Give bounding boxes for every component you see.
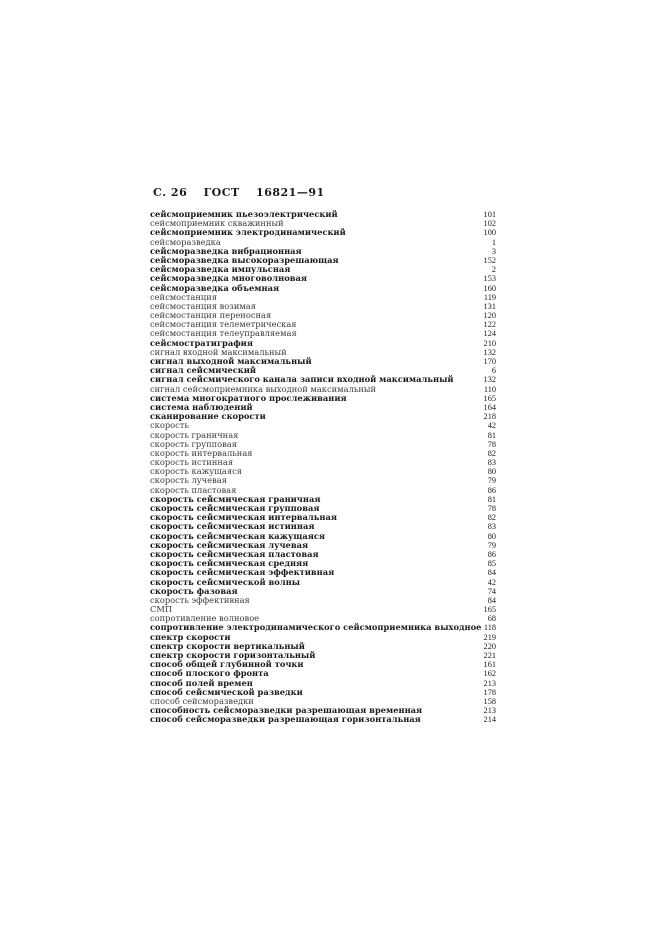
index-term: спектр скорости вертикальный	[150, 640, 305, 651]
standard-number: 16821—91	[256, 186, 325, 199]
index-term: сигнал входной максимальный	[150, 346, 287, 357]
index-term-number: 42	[487, 421, 496, 431]
index-term-number: 165	[483, 393, 496, 403]
index-term-number: 124	[483, 329, 496, 339]
index-term-number: 110	[483, 384, 496, 394]
index-term: сейсмостанция возимая	[150, 300, 256, 311]
index-term-number: 213	[483, 678, 496, 688]
index-term-number: 162	[483, 669, 496, 679]
page-header	[153, 186, 337, 199]
index-term-number: 131	[483, 301, 496, 311]
index-term-number: 132	[483, 347, 496, 357]
index-term: скорость интервальная	[150, 447, 253, 458]
index-term: сопротивление волновое	[150, 613, 260, 624]
index-term: способ сейсморазведки	[150, 695, 254, 706]
index-term: способ сейсморазведки разрешающая горизонтальная	[150, 714, 421, 725]
index-term: сейсмоприемник скважинный	[150, 218, 284, 229]
index-term: скорость сейсмическая эффективная	[150, 567, 335, 578]
index-term: скорость сейсмическая пластовая	[150, 548, 319, 559]
index-term: сейсморазведка высокоразрешающая	[150, 254, 339, 265]
index-term-number: 85	[487, 559, 496, 569]
index-term-number: 100	[483, 228, 496, 238]
index-term: способ плоского фронта	[150, 668, 269, 679]
index-term-number: 86	[487, 549, 496, 559]
index-term-number: 78	[487, 504, 496, 513]
index-term: сейсмостанция	[150, 291, 217, 302]
index-term-number: 82	[487, 513, 496, 523]
index-term-number: 82	[487, 448, 496, 458]
index-term: скорость сейсмическая кажущаяся	[150, 530, 326, 541]
index-term-number: 165	[483, 605, 496, 615]
index-term: сейсморазведка	[150, 236, 221, 247]
index-term-number: 160	[483, 283, 496, 293]
index-term: сейсмостанция переносная	[150, 310, 272, 321]
index-term: способ полей времен	[150, 677, 253, 688]
index-term: сейсморазведка многоволновая	[150, 273, 308, 284]
index-term-number: 164	[483, 402, 496, 412]
index-term-number: 81	[487, 430, 496, 440]
index-term: сейсмостратиграфия	[150, 337, 253, 348]
index-term-number: 219	[483, 632, 496, 642]
index-term-number: 152	[483, 255, 496, 265]
index-term: способность сейсморазведки разрешающая временная	[150, 705, 423, 716]
index-term: скорость сейсмическая истинная	[150, 521, 315, 532]
index-term: сигнал сейсмический	[150, 365, 257, 376]
index-term-number: 2	[491, 265, 496, 275]
index-term: сейсморазведка импульсная	[150, 264, 291, 275]
index-term: скорость истинная	[150, 457, 234, 468]
index-term-number: 153	[483, 274, 496, 284]
index-term: система многократного прослеживания	[150, 392, 347, 403]
index-term-number: 68	[487, 614, 496, 624]
index-term: сейсмоприемник электродинамический	[150, 227, 346, 238]
index-term-number: 119	[483, 292, 496, 302]
index-term: сейсморазведка объемная	[150, 282, 280, 293]
index-term: способ сейсмической разведки	[150, 686, 303, 697]
index-term-number: 78	[487, 439, 496, 449]
index-term: сопротивление электродинамического сейсмоприемника выходное	[150, 622, 482, 633]
index-term-number: 6	[491, 366, 496, 376]
index-term: скорость кажущаяся	[150, 466, 242, 477]
index-term-number: 118	[483, 623, 496, 633]
index-term-number: 81	[487, 494, 496, 504]
index-term: сканирование скорости	[150, 411, 266, 422]
index-term: скорость сейсмическая лучевая	[150, 539, 309, 550]
index-term-number: 213	[483, 706, 496, 716]
index-term-number: 84	[487, 595, 496, 605]
index-term-number: 83	[487, 522, 496, 532]
index-term-number: 210	[483, 338, 496, 348]
index-term: скорость эффективная	[150, 594, 250, 605]
index-term-number: 178	[483, 687, 496, 697]
index-term-number: 218	[483, 412, 496, 422]
index-term-number: 83	[487, 458, 496, 468]
index-term: сигнал сейсмоприемника выходной максимальный	[150, 383, 377, 394]
index-term: скорость граничная	[150, 429, 239, 440]
index-term: система наблюдений	[150, 401, 253, 412]
index-term: спектр скорости	[150, 631, 231, 642]
index-term: сейсмостанция телеметрическая	[150, 319, 297, 330]
index-term: скорость сейсмическая граничная	[150, 493, 321, 504]
index-term: СМП	[150, 604, 173, 615]
index-term-number: 1	[491, 237, 496, 247]
index-term-number: 84	[487, 568, 496, 578]
index-term-number: 170	[483, 357, 496, 366]
index-term-number: 79	[487, 476, 496, 486]
index-term-number: 80	[487, 531, 496, 541]
index-term-number: 102	[483, 219, 496, 229]
index-term-number: 79	[487, 540, 496, 550]
index-term-number: 214	[483, 715, 496, 725]
index-term: скорость	[150, 420, 189, 431]
index-term-number: 120	[483, 311, 496, 321]
index-term: сигнал выходной максимальный	[150, 356, 312, 366]
index-term-number: 42	[487, 577, 496, 587]
index-term-number: 122	[483, 320, 496, 330]
index-term-number: 221	[483, 651, 496, 660]
index-entry	[150, 715, 500, 724]
page-number: С. 26	[153, 186, 188, 199]
index-term-number: 86	[487, 485, 496, 495]
index-term: скорость лучевая	[150, 475, 227, 486]
index-term: сигнал сейсмического канала записи входной максимальный	[150, 374, 454, 385]
index-term: скорость фазовая	[150, 585, 238, 596]
term-index-list	[150, 210, 500, 725]
index-term: сейсмостанция телеуправляемая	[150, 328, 297, 339]
index-term: сейсморазведка вибрационная	[150, 245, 302, 256]
index-entry	[150, 596, 500, 605]
index-term: скорость сейсмическая групповая	[150, 503, 320, 513]
index-term: скорость сейсмической волны	[150, 576, 301, 587]
index-term-number: 158	[483, 696, 496, 706]
index-term: спектр скорости горизонтальный	[150, 650, 316, 660]
index-term-number: 80	[487, 467, 496, 477]
index-term: сейсмоприемник пьезоэлектрический	[150, 209, 338, 219]
index-term-number: 74	[487, 586, 496, 596]
index-term: способ общей глубинной точки	[150, 659, 304, 670]
index-term-number: 220	[483, 641, 496, 651]
index-term: скорость пластовая	[150, 484, 237, 495]
index-term-number: 3	[491, 246, 496, 256]
index-term-number: 101	[483, 210, 496, 219]
index-term: скорость групповая	[150, 438, 237, 449]
index-entry	[150, 412, 500, 421]
index-term-number: 132	[483, 375, 496, 385]
index-term: скорость сейсмическая средняя	[150, 558, 309, 569]
index-term: скорость сейсмическая интервальная	[150, 512, 337, 523]
standard-label: ГОСТ	[203, 186, 240, 199]
index-term-number: 161	[483, 660, 496, 670]
